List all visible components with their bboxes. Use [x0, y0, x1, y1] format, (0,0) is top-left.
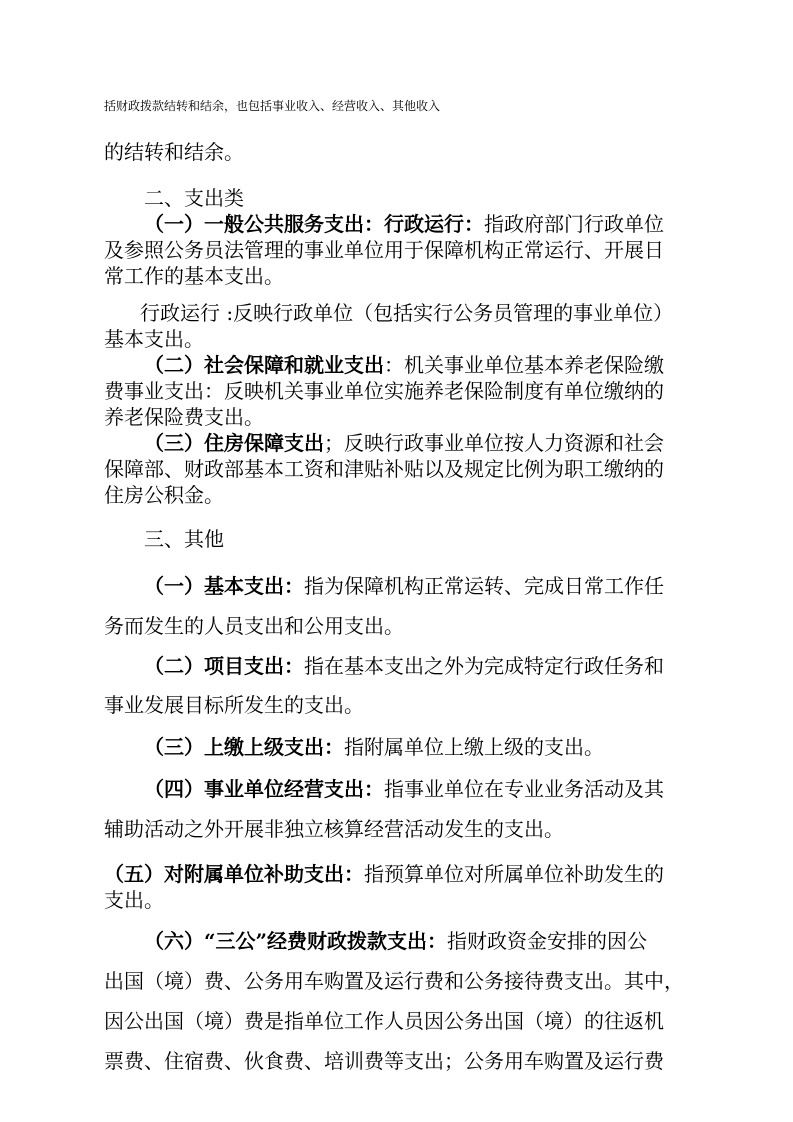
text-line: （一）一般公共服务支出：行政运行：指政府部门行政单位: [144, 212, 664, 236]
term-label: （一）一般公共服务支出：行政运行：: [144, 212, 484, 236]
term-label: （四）事业单位经营支出：: [144, 777, 384, 801]
text-line: 基本支出。: [104, 327, 204, 351]
text-line: 行政运行 :反映行政单位（包括实行公务员管理的事业单位）: [140, 301, 674, 325]
text-line: 费事业支出：反映机关事业单位实施养老保险制度有单位缴纳的: [104, 379, 664, 403]
text-line: （三）住房保障支出；反映行政事业单位按人力资源和社会: [144, 431, 664, 455]
text-line: 支出。: [104, 888, 164, 912]
term-label: （一）基本支出：: [144, 574, 304, 598]
text-line: 住房公积金。: [104, 483, 224, 507]
term-label: （六）“三公”经费财政拨款支出：: [144, 929, 448, 953]
text-line: （六）“三公”经费财政拨款支出：指财政资金安排的因公: [144, 929, 648, 953]
term-label: （二）项目支出：: [144, 654, 304, 678]
text-line: （一）基本支出：指为保障机构正常运转、完成日常工作任: [144, 574, 664, 598]
term-label: （五）对附属单位补助支出：: [104, 862, 364, 886]
text-line: 事业发展目标所发生的支出。: [104, 693, 364, 717]
text-line: 保障部、财政部基本工资和津贴补贴以及规定比例为职工缴纳的: [104, 457, 664, 481]
term-label: （三）上缴上级支出：: [144, 735, 344, 759]
text-line: 养老保险费支出。: [104, 405, 264, 429]
text-line: 的结转和结余。: [104, 140, 244, 164]
term-label: （三）住房保障支出: [144, 431, 324, 455]
text-line: 出国（境）费、公务用车购置及运行费和公务接待费支出。其中，: [104, 969, 684, 993]
section-heading: 三、其他: [144, 527, 224, 551]
text-line: 因公出国（境）费是指单位工作人员因公务出国（境）的往返机: [104, 1009, 664, 1033]
text-line: 及参照公务员法管理的事业单位用于保障机构正常运行、开展日: [104, 238, 664, 262]
term-label: （二）社会保障和就业支出: [144, 353, 384, 377]
text-line: （二）社会保障和就业支出：机关事业单位基本养老保险缴: [144, 353, 664, 377]
text-line: （二）项目支出：指在基本支出之外为完成特定行政任务和: [144, 654, 664, 678]
text-line: 括财政拨款结转和结余，也包括事业收入、经营收入、其他收入: [104, 99, 441, 113]
text-line: （四）事业单位经营支出：指事业单位在专业业务活动及其: [144, 777, 664, 801]
text-line: 辅助活动之外开展非独立核算经营活动发生的支出。: [104, 817, 564, 841]
text-line: 票费、住宿费、伙食费、培训费等支出；公务用车购置及运行费: [104, 1049, 664, 1073]
text-line: （三）上缴上级支出：指附属单位上缴上级的支出。: [144, 735, 604, 759]
text-line: （五）对附属单位补助支出：指预算单位对所属单位补助发生的: [104, 862, 664, 886]
text-line: 务而发生的人员支出和公用支出。: [104, 614, 404, 638]
text-line: 常工作的基本支出。: [104, 264, 284, 288]
section-heading: 二、支出类: [144, 186, 244, 210]
